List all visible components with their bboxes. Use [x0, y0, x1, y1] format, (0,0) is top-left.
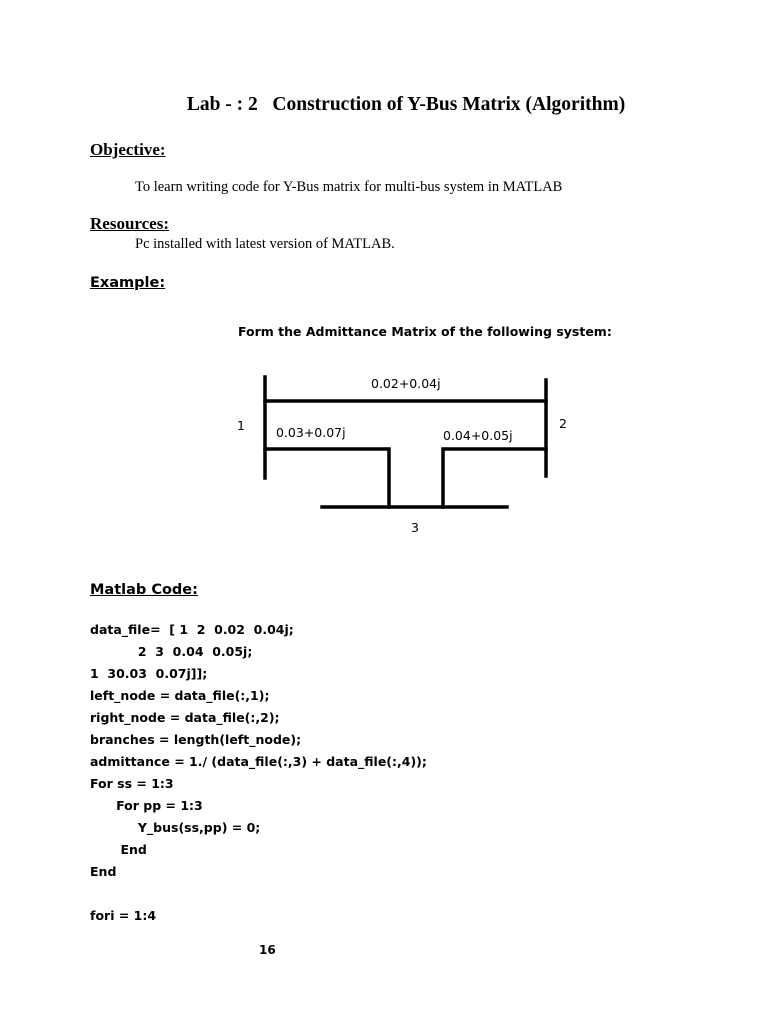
bus-label-2: 2	[559, 416, 567, 431]
page-title: Lab - : 2 Construction of Y-Bus Matrix (Algorithm)	[186, 94, 626, 115]
code-line: End	[90, 864, 117, 879]
code-line: Y_bus(ss,pp) = 0;	[90, 820, 261, 835]
code-line: data_file= [ 1 2 0.02 0.04j;	[90, 622, 294, 637]
page-number: 16	[259, 943, 276, 957]
code-line: right_node = data_file(:,2);	[90, 710, 280, 725]
bus-label-3: 3	[411, 520, 419, 535]
line-1-3	[265, 449, 389, 507]
line-label-1-2: 0.02+0.04j	[371, 376, 441, 391]
line-label-1-3: 0.03+0.07j	[276, 425, 346, 440]
line-label-2-3: 0.04+0.05j	[443, 428, 513, 443]
resources-text: Pc installed with latest version of MATLAB.	[135, 236, 395, 252]
matlab-code-heading: Matlab Code:	[90, 582, 198, 598]
resources-heading: Resources:	[90, 214, 169, 233]
bus-label-1: 1	[237, 418, 245, 433]
code-line: End	[90, 842, 147, 857]
example-heading: Example:	[90, 275, 166, 291]
diagram-caption: Form the Admittance Matrix of the following system:	[238, 324, 612, 339]
code-line: fori = 1:4	[90, 908, 157, 923]
code-line: For pp = 1:3	[90, 798, 203, 813]
code-line: 2 3 0.04 0.05j;	[90, 644, 253, 659]
code-line: admittance = 1./ (data_file(:,3) + data_file(:,4));	[90, 754, 427, 769]
code-line: left_node = data_file(:,1);	[90, 688, 270, 703]
objective-text: To learn writing code for Y-Bus matrix for multi-bus system in MATLAB	[135, 179, 563, 195]
code-line: 1 30.03 0.07j]];	[90, 666, 208, 681]
code-line: branches = length(left_node);	[90, 732, 302, 747]
line-2-3	[443, 449, 546, 507]
objective-heading: Objective:	[90, 140, 166, 159]
code-line: For ss = 1:3	[90, 776, 174, 791]
